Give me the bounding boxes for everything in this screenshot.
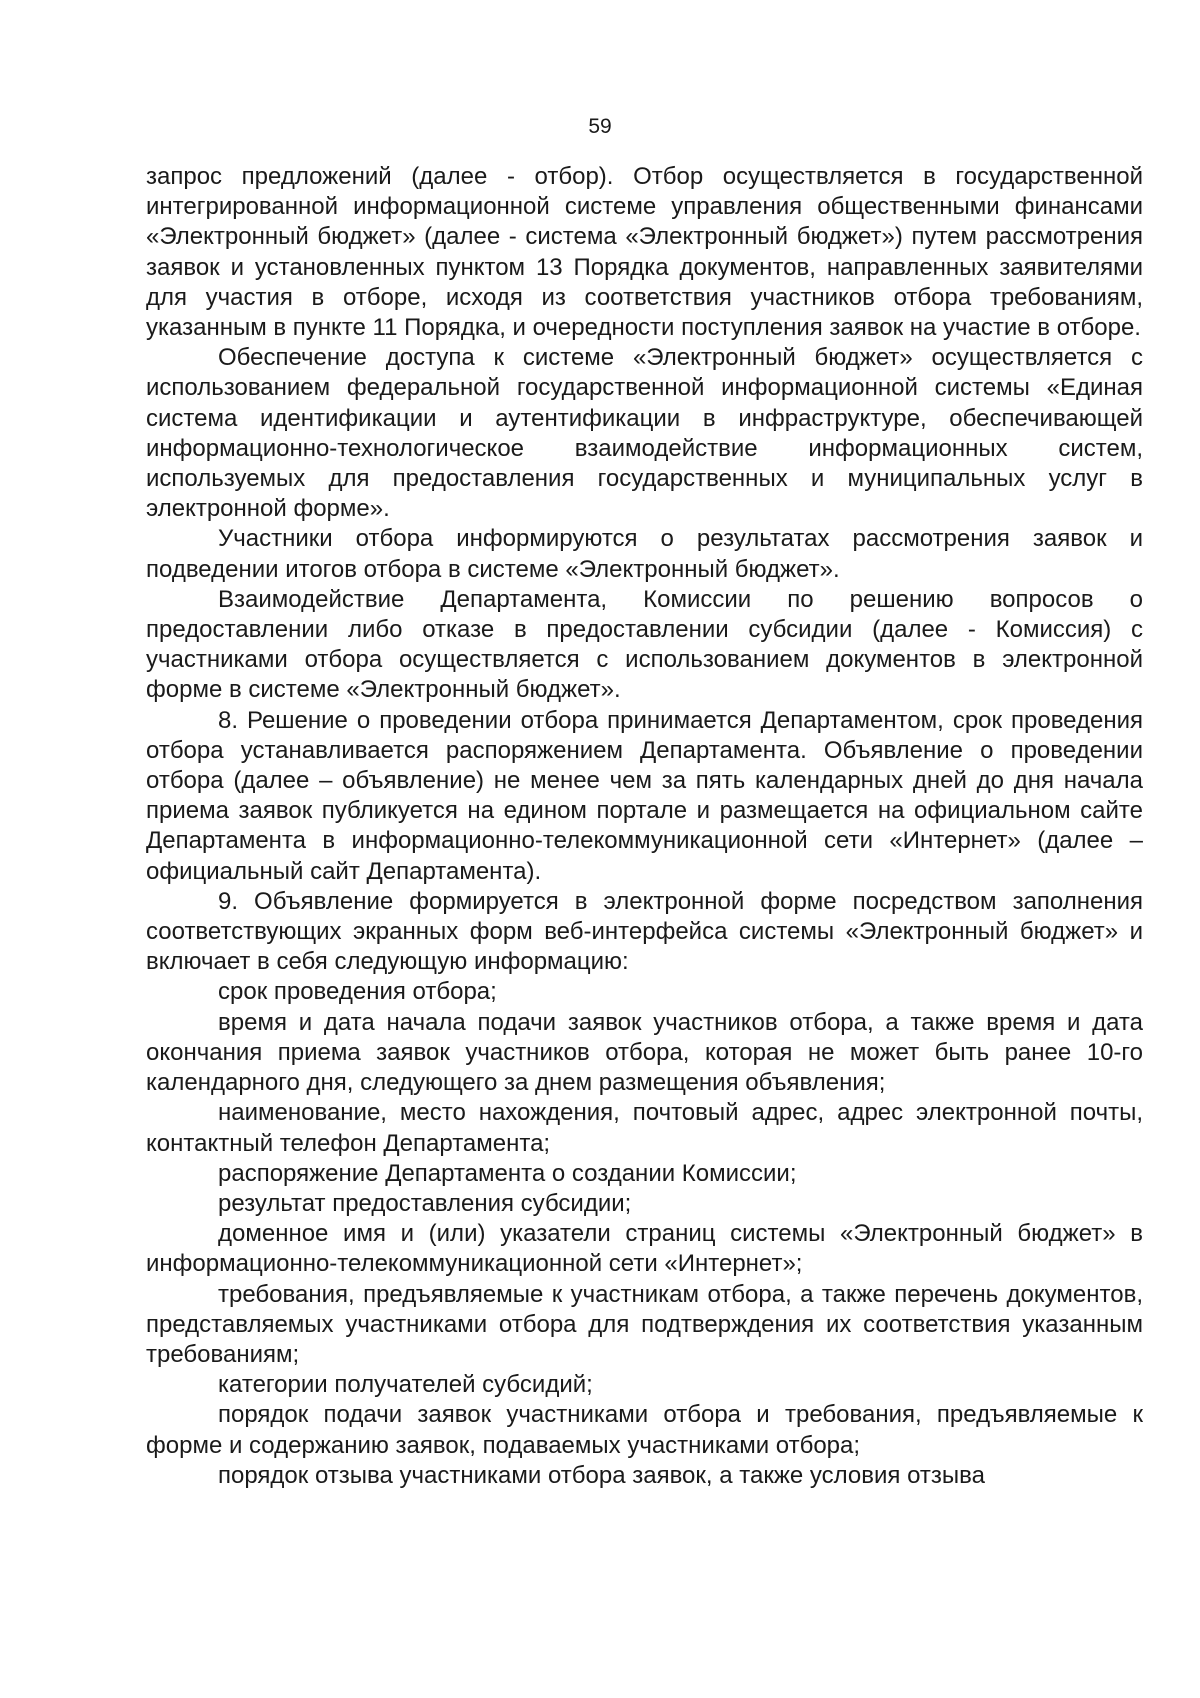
list-item: время и дата начала подачи заявок участников отбора, а также время и дата окончания приема заявок участников отбора, которая не может быть ранее 10-го календарного дня, следующего за днем размещения объявления;: [146, 1008, 1143, 1097]
list-item: требования, предъявляемые к участникам отбора, а также перечень документов, представляемых участниками отбора для подтверждения их соответствия указанным требованиям;: [146, 1280, 1143, 1368]
list-item: распоряжение Департамента о создании Комиссии;: [218, 1159, 797, 1187]
list-item: порядок отзыва участниками отбора заявок, а также условия отзыва: [218, 1461, 985, 1489]
paragraph-participants-informed: Участники отбора информируются о результатах рассмотрения заявок и подведении итогов отбора в системе «Электронный бюджет».: [146, 525, 1143, 583]
paragraph-interaction: Взаимодействие Департамента, Комиссии по решению вопросов о предоставлении либо отказе в предоставлении субсидии (далее - Комиссия) с участниками отбора осуществляется с использованием документов в электронной форме в системе «Электронный бюджет».: [146, 585, 1143, 704]
paragraph-continuation: запрос предложений (далее - отбор). Отбор осуществляется в государственной интегрированной информационной системе управления общественными финансами «Электронный бюджет» (далее - система «Электронный бюджет») путем рассмотрения заявок и установленных пунктом 13 Порядка документов, направленных заявителями для участия в отборе, исходя из соответствия участников отбора требованиям, указанным в пункте 11 Порядка, и очередности поступления заявок на участие в отборе.: [146, 163, 1143, 342]
list-item: результат предоставления субсидии;: [218, 1189, 632, 1217]
page-number: 59: [588, 115, 612, 138]
list-item: порядок подачи заявок участниками отбора и требования, предъявляемые к форме и содержанию заявок, подаваемых участниками отбора;: [146, 1401, 1143, 1459]
list-item: наименование, место нахождения, почтовый адрес, адрес электронной почты, контактный телефон Департамента;: [146, 1099, 1143, 1157]
document-body: [146, 162, 1143, 1491]
list-item: срок проведения отбора;: [218, 978, 497, 1006]
list-item: доменное имя и (или) указатели страниц системы «Электронный бюджет» в информационно-телекоммуникационной сети «Интернет»;: [146, 1220, 1143, 1278]
list-item: категории получателей субсидий;: [218, 1371, 593, 1399]
paragraph-item-9: 9. Объявление формируется в электронной форме посредством заполнения соответствующих экранных форм веб-интерфейса системы «Электронный бюджет» и включает в себя следующую информацию:: [146, 887, 1143, 976]
paragraph-access: Обеспечение доступа к системе «Электронный бюджет» осуществляется с использованием федеральной государственной информационной системы «Единая система идентификации и аутентификации в инфраструктуре, обеспечивающей информационно-технологическое взаимодействие информационных систем, используемых для предоставления государственных и муниципальных услуг в электронной форме».: [146, 344, 1143, 523]
paragraph-item-8: 8. Решение о проведении отбора принимается Департаментом, срок проведения отбора устанавливается распоряжением Департамента. Объявление о проведении отбора (далее – объявление) не менее чем за пять календарных дней до дня начала приема заявок публикуется на едином портале и размещается на официальном сайте Департамента в информационно-телекоммуникационной сети «Интернет» (далее – официальный сайт Департамента).: [146, 706, 1143, 885]
